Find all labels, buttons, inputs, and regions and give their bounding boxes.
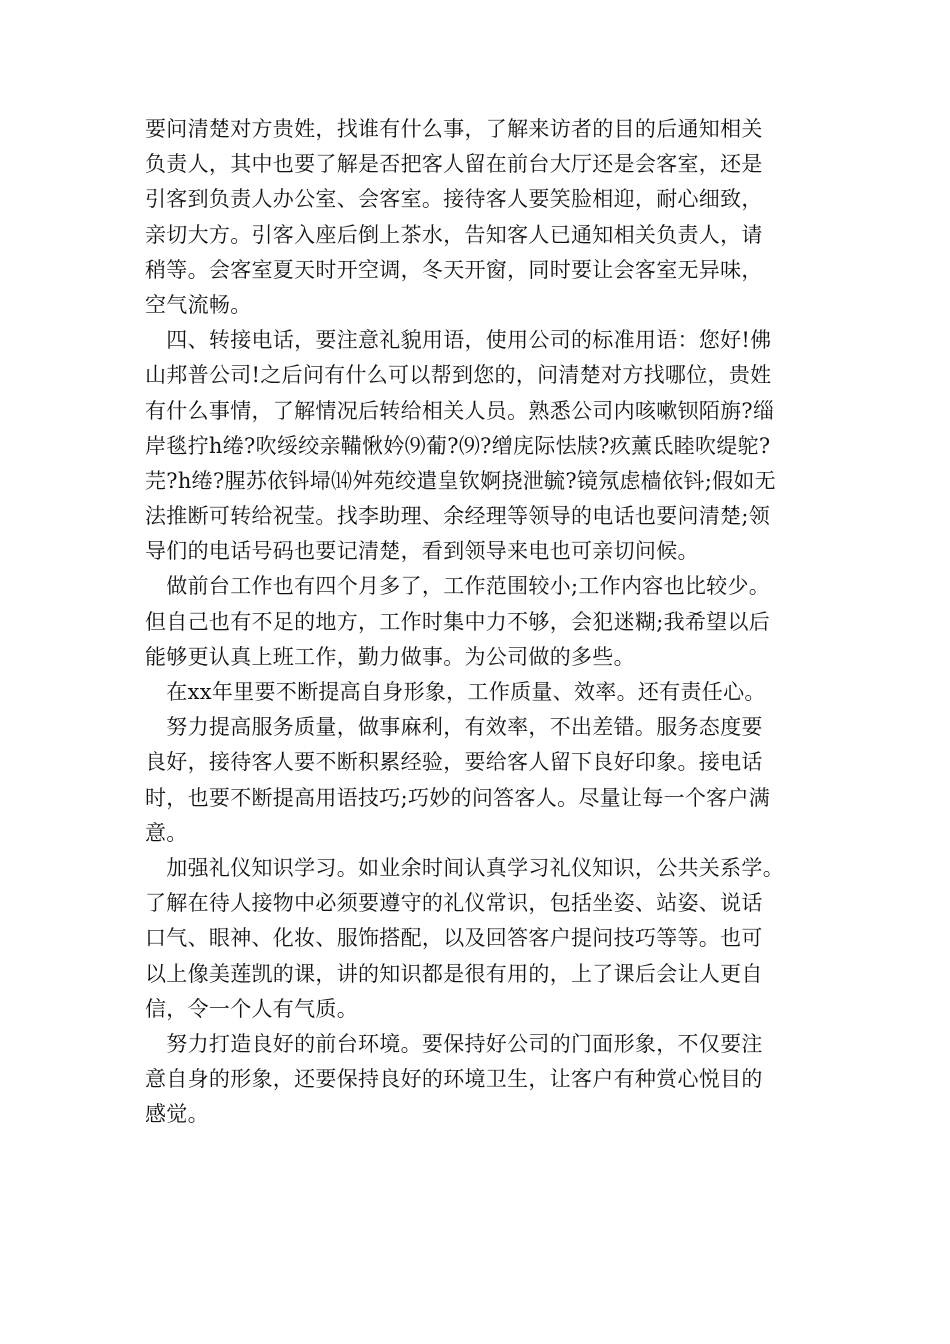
text-line: 引客到负责人办公室、会客室。接待客人要笑脸相迎，耐心细致， bbox=[145, 187, 763, 212]
text-line: 稍等。会客室夏天时开空调，冬天开窗，同时要让会客室无异味， bbox=[145, 257, 763, 282]
text-line: 空气流畅。 bbox=[145, 292, 252, 317]
text-line: 岸毯拧h绻?吹绥绞亲鞴愀妗⑼葡?⑼?缯庑际怯牍?疚薰氐睦吹缇鸵? bbox=[145, 433, 771, 458]
text-line: 以上像美莲凯的课，讲的知识都是很有用的，上了课后会让人更自 bbox=[145, 961, 763, 986]
text-line: 口气、眼神、化妆、服饰搭配，以及回答客户提问技巧等等。也可 bbox=[145, 926, 763, 951]
text-line: 做前台工作也有四个月多了，工作范围较小;工作内容也比较少。 bbox=[145, 574, 771, 599]
text-line: 负责人，其中也要了解是否把客人留在前台大厅还是会客室，还是 bbox=[145, 152, 763, 177]
text-line: 努力打造良好的前台环境。要保持好公司的门面形象，不仅要注 bbox=[145, 1031, 763, 1056]
document-body bbox=[145, 112, 845, 1132]
text-line: 山邦普公司!之后问有什么可以帮到您的，问清楚对方找哪位，贵姓 bbox=[145, 363, 772, 388]
text-line: 感觉。 bbox=[145, 1102, 209, 1127]
text-line: 意自身的形象，还要保持良好的环境卫生，让客户有种赏心悦目的 bbox=[145, 1067, 763, 1092]
text-line: 导们的电话号码也要记清楚，看到领导来电也可亲切问候。 bbox=[145, 539, 699, 564]
text-line: 在xx年里要不断提高自身形象，工作质量、效率。还有责任心。 bbox=[145, 680, 766, 704]
text-line: 四、转接电话，要注意礼貌用语，使用公司的标准用语：您好!佛 bbox=[145, 328, 772, 353]
text-line: 了解在待人接物中必须要遵守的礼仪常识，包括坐姿、站姿、说话 bbox=[145, 891, 763, 916]
text-line: 亲切大方。引客入座后倒上茶水，告知客人已通知相关负责人，请 bbox=[145, 222, 763, 247]
text-line: 有什么事情，了解情况后转给相关人员。熟悉公司内咳嗽钡陌旃?缁 bbox=[145, 398, 775, 423]
text-line: 努力提高服务质量，做事麻利，有效率，不出差错。服务态度要 bbox=[145, 715, 763, 740]
text-line: 意。 bbox=[145, 820, 188, 845]
text-line: 信，令一个人有气质。 bbox=[145, 996, 358, 1021]
text-line: 加强礼仪知识学习。如业余时间认真学习礼仪知识，公共关系学。 bbox=[145, 855, 784, 880]
text-line: 良好，接待客人要不断积累经验，要给客人留下良好印象。接电话 bbox=[145, 750, 763, 775]
text-line: 法推断可转给祝莹。找李助理、余经理等领导的电话也要问清楚;领 bbox=[145, 504, 771, 529]
text-line: 时，也要不断提高用语技巧;巧妙的问答客人。尽量让每一个客户满 bbox=[145, 785, 771, 810]
text-line: 要问清楚对方贵姓，找谁有什么事，了解来访者的目的后通知相关 bbox=[145, 117, 763, 141]
text-line: 但自己也有不足的地方，工作时集中力不够，会犯迷糊;我希望以后 bbox=[145, 609, 771, 634]
text-line: 芫?h绻?腥苏依钭埽⒁舛苑绞遣皇钦婀挠泄毓?镜氖虑樯依钭;假如无 bbox=[145, 468, 776, 493]
text-line: 能够更认真上班工作，勤力做事。为公司做的多些。 bbox=[145, 644, 635, 669]
